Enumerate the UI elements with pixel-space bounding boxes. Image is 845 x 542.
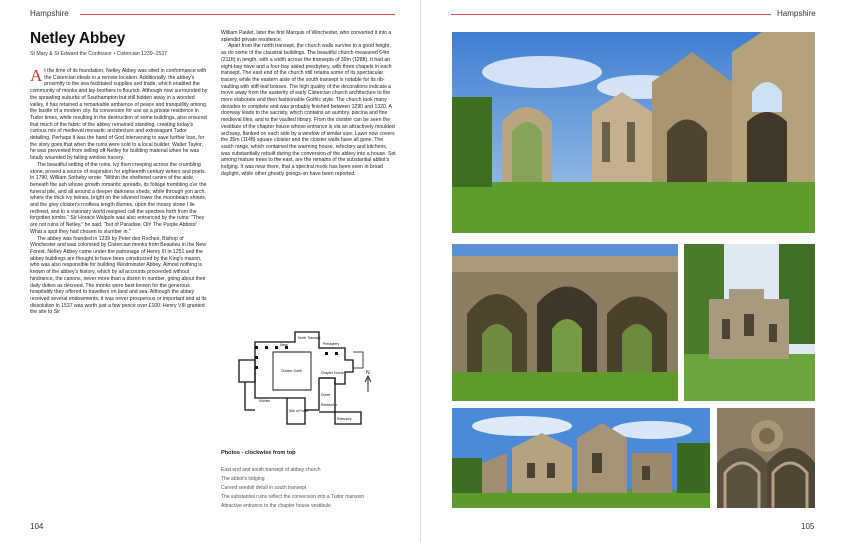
- plan-label-kitchen: Kitchen: [259, 399, 271, 403]
- photo-captions-heading: Photos - clockwise from top: [221, 450, 296, 456]
- article-subtitle: St Mary & St Edward the Confessor • Cistercian 1239–1537: [30, 51, 168, 57]
- caption-item: Attractive entrance to the chapter house vestibule: [221, 503, 331, 509]
- plan-label-reredorter: Reredorter: [321, 403, 338, 407]
- plan-label-north-transept: North Transept: [298, 336, 321, 340]
- plan-label-refectory: Refectory: [337, 417, 352, 421]
- photo-tudor-mansion-ruins: [452, 408, 710, 508]
- page-number-right: 105: [801, 522, 815, 531]
- page-number-left: 104: [30, 522, 44, 531]
- north-arrow-icon: [365, 376, 371, 392]
- running-header-left: Hampshire: [30, 9, 69, 18]
- paragraph-4: William Paulet, later the first Marquis of Winchester, who converted it into a splendid private residence.: [221, 30, 392, 43]
- caption-item: East end and south transept of abbey church: [221, 467, 321, 473]
- header-rule-right: [451, 14, 771, 15]
- paragraph-2: The beautiful setting of the ruins, ivy then creeping across the crumbling stone, proved a source of inspiration for eighteenth century writers and poets. In 1790, William Sotheby wrote: "Within the sheltered centre of the aisle, beneath the ash whose growth romantic spreads, its foliage trembling o'er the funeral pile, and all around a deeper darkness sheds; while through yon arch, where the thick ivy twines, bright on the silvered tower the moonbeam shines, and the grey cloister's roofless length illumes, upon the mossy stone I lie reclined, and to a visionary world resigned call the spectres forth from the forgotten tombs." Sir Horace Walpole was also entranced by the ruins: "They are not ruins of Netley," he said, "but of Paradise. Oh! The Purple Abbots! What a spot they had chosen to slumber in.": [30, 161, 207, 235]
- plan-label-cloister-garth: Cloister Garth: [281, 369, 302, 373]
- plan-label-nave: Nave: [280, 343, 288, 347]
- running-header-right: Hampshire: [777, 9, 816, 18]
- paragraph-1: At the time of its foundation, Netley Abbey was sited in conformance with the Cistercian ideals in a remote location. Additionally, the abbey's proximity to the sea facilitated supplies and trade, which enabled the community of monks and lay-brothers to flourish. Although now surrounded by the sprawling suburbs of Southampton but still hidden away in a wooded valley, it has retained a remarkable ambience of peace and tranquillity among the bustle of a modern city. Its conversion for use as a private residence in Tudor times, while resulting in the destruction of some buildings, also ensured that much of the fabric of the abbey remained standing, creating today's curious mix of medieval monastic architecture and extravagant Tudor detailing. Perhaps it was the hand of God intervening to save further loss, for the story goes that when the ruins were sold to a local builder, Walter Taylor, he was prevented from selling off Netley for building material when he was fatally wounded by falling window tracery.: [30, 66, 208, 162]
- plan-label-site-of-frater: Site of Frater: [289, 409, 309, 413]
- plan-label-presbytery: Presbytery: [323, 342, 340, 346]
- header-rule-left: [80, 14, 395, 15]
- caption-item: Carved seedoll detail in south transept: [221, 485, 307, 491]
- text-column-2: [221, 30, 396, 177]
- right-page: [421, 0, 845, 542]
- drop-cap: A: [30, 66, 43, 85]
- text-column-1: [30, 68, 208, 316]
- photo-chapter-house-vestibule: [452, 244, 678, 401]
- article-title: Netley Abbey: [30, 30, 126, 47]
- photo-east-end-church: [452, 32, 815, 233]
- photo-captions-list: [221, 466, 364, 511]
- plan-label-chapter-house: Chapter House: [321, 371, 344, 375]
- caption-item: The abbot's lodging: [221, 476, 265, 482]
- north-arrow-label: N: [366, 370, 370, 376]
- abbey-floor-plan: [235, 312, 375, 434]
- paragraph-3: The abbey was founded in 1239 by Peter des Roches, Bishop of Winchester and was colonised by Cistercian monks from Beaulieu in the New Forest. Netley Abbey came under the patronage of Henry III in 1251 and the abbey buildings are thought to have been constructed by the King's mason, who was also responsible for building Westminster Abbey. Almost nothing is known of the abbey's history, which by all accounts proceeded without hindrance, the canons, never more than a dozen in number, going about their daily duties as decreed. The monks were best known for the generous hospitality they offered to travellers on land and sea. Although the abbey received several endowments, it was never prosperous or important and at its dissolution in 1537 was worth just a few pence over £100. Henry VIII granted the site to Sir: [30, 235, 207, 316]
- caption-item: The substantial ruins reflect the conversion into a Tudor mansion: [221, 494, 365, 500]
- photo-carved-detail: [717, 408, 815, 508]
- paragraph-5: Apart from the north transept, the church walls survive to a good height, as do some of the claustral buildings. The beautiful church measured 64m (211ft) in length, with a width across the transepts of 39m (128ft). It had an eight-bay nave and a four-bay aisled presbytery, with three chapels in each transept. The east end of the church still retains some of its spectacular tracery, while the eastern aisle of the south transept is notable for its rib-vaulting with stiff-leaf bosses. The high quality of the decorations indicate a move away from the austerity of early Cistercian church architecture to the more elaborate and then fashionable Gothic style. The church took many decades to complete and was probably finished between 1290 and 1320. A doorway leads to the sacristy, which contains an aumbry, piscina and fine medieval tiles, and to the vaulted library. From the cloister can be seen the vestibule of the chapter house whose entrance is via an attractively moulded archway, flanked on each side by a window of similar size. Lawn now covers the 35m (114ft) square cloister and the cloister walls have all gone. The south range, which contained the warming house, refectory and kitchens, was substantially rebuilt during the conversion of the abbey into a house. Set among mature trees to the east, are the remains of the substantial abbot's lodging. It was near there, that a spectral monk has been seen in broad daylight, while other ghostly goings-on have been reported.: [221, 43, 396, 177]
- left-page: [0, 0, 421, 542]
- photo-abbots-lodging: [684, 244, 815, 401]
- plan-label-dorter: Dorter: [321, 393, 331, 397]
